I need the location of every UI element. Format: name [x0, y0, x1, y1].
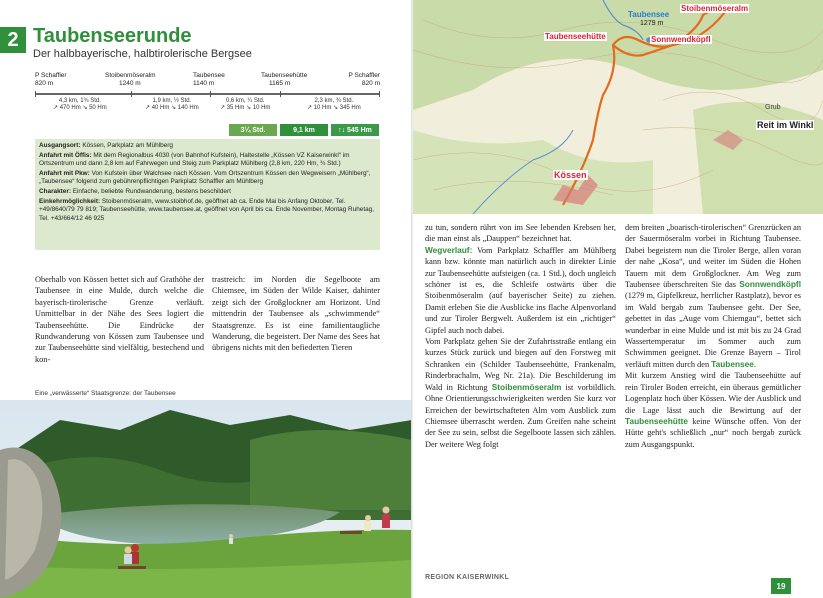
- profile-segment: 0,6 km, ¼ Std. ↗ 35 Hm ↘ 10 Hm: [220, 98, 271, 111]
- text-column-4: dem breiten „boarisch-tirolerischen“ Grenzrücken an der Sauermöseralm vorbei in Richtung Taubensee. Dabei begeistern nun die Tiroler Berge, allen voran der nahe „Kosa“, und weiter im Süden die Hohen Tauern mit dem Großglockner. Am Weg zum Taubensee überschreiten Sie das Sonnwendköpfl (1279 m, Gipfelkreuz, herrlicher Rastplatz), bevor es im Wald bergab zum Taubensee geht. Der See, gebettet in das „Auge vom Chiemgau“, bettet sich wunderbar in eine Mulde und ist mit bis zu 24 Grad Wassertemperatur im Sommer auch zum Schwimmen geeignet. Die Grenze Bayern – Tirol verläuft mitten durch den Taubensee. Mit kurzem Anstieg wird die Taubenseehütte auf rein Tiroler Boden erreicht, ein überaus gemütlicher Logenplatz hoch über Kössen. Wie der Ausblick und die Lage lässt auch die Bewirtung auf der Taubenseehütte keine Wünsche offen. Von der Hütte geht's schließlich „nur“ noch bergab zurück zum Ausgangspunkt.: [625, 223, 801, 449]
- map-label-peak-alt: 1279 m: [640, 20, 664, 27]
- profile-waypoint: Taubensee 1140 m: [193, 72, 225, 87]
- elevation-profile: [35, 72, 380, 114]
- info-box: [35, 139, 380, 250]
- route-number-badge: 2: [0, 27, 26, 53]
- text-column-3: zu tun, sondern rührt von im See lebenden Krebsen her, die man einst als „Dauppen“ bezeichnet hat. Wegverlauf: Vom Parkplatz Schaffler am Mühlberg kann bzw. könnte man natürlich auch in direkter Linie zur Taubenseehütte aufsteigen (ca. 1 Std.), doch ungleich schöner ist es, die Schleife ostwärts über die Stoibenmöseralm (auf bayerischer Seite) zu ziehen. Damit erleben Sie die Ausblicke ins flache Alpenvorland und zur Tiroler Bergwelt. Außerdem ist ein „richtiger“ Gipfel auch noch dabei. Vom Parkplatz gehen Sie der Zufahrtsstraße entlang ein kurzes Stück zurück und biegen auf den Forstweg mit Schranken ein (Schilder Taubenseehütte, Frankenalm, Rinderbrachalm, Weg Nr. 21a). Die Beschilderung im Wald in Richtung Stoibenmöseralm ist vorbildlich. Ohne Orientierungsschwierigkeiten werden Sie kurz vor Erreichen der bewirtschafteten Alm vom Ausblick zum Chiemsee überrascht werden. Zum Greifen nahe scheint der See zu sein, selbst die Segelboote lassen sich zählen. Der weitere Weg folgt: [425, 223, 616, 449]
- text-column-2: trastreich: im Norden die Segelboote am Chiemsee, im Süden der Wilde Kaiser, dahinter zeigt sich der Großglockner am Horizont. Und mittendrin der Taubensee als „schwimmende“ Staatsgrenze. Es ist eine familientaugliche Wanderung, die begeistert. Der Name des Sees hat übrigens nichts mit den befiederten Tieren: [212, 275, 380, 353]
- info-start: Ausgangsort: Kössen, Parkplatz am Mühlberg: [39, 142, 173, 149]
- page-number: 19: [771, 578, 791, 594]
- ascent-badge: ↑↓ 545 Hm: [331, 124, 379, 136]
- lake-photo: [0, 400, 412, 598]
- route-stats: [229, 124, 379, 136]
- profile-waypoint: P Schaffler 820 m: [348, 72, 380, 87]
- profile-waypoint: Taubenseehütte 1165 m: [261, 72, 308, 87]
- profile-tick: [131, 91, 132, 97]
- map-label-koessen: Kössen: [554, 170, 587, 180]
- profile-tick: [35, 91, 36, 97]
- route-map: [413, 0, 823, 214]
- profile-tick: [379, 91, 380, 97]
- profile-segment: 4,3 km, 1¾ Std. ↗ 470 Hm ↘ 50 Hm: [53, 98, 107, 111]
- profile-tick: [210, 91, 211, 97]
- profile-tick: [280, 91, 281, 97]
- route-subtitle: Der halbbayerische, halbtirolerische Bergsee: [33, 48, 252, 60]
- map-label-stoibenmoeseralm: Stoibenmöseralm: [681, 4, 749, 13]
- info-public-transport: Anfahrt mit Öffis: Mit dem Regionalbus 4030 (von Bahnhof Kufstein), Haltestelle „Kössen VZ Kaiserwinkl“ im Ortszentrum und dann 2,8 km auf Fahrwegen und Steig zum Parkplatz Mühlberg (2,8 km, 220 Hm, ¾ Std.): [39, 151, 350, 168]
- info-character: Charakter: Einfache, beliebte Rundwanderung, bestens beschildert: [39, 188, 231, 196]
- route-title: Taubenseerunde: [33, 25, 192, 47]
- footer-region: REGION KAISERWINKL: [425, 574, 510, 581]
- profile-waypoint: Stoibenmöseralm 1240 m: [105, 72, 156, 87]
- duration-badge: 3¼ Std.: [229, 124, 277, 136]
- photo-caption: Eine „verwässerte“ Staatsgrenze: der Taubensee: [35, 390, 176, 397]
- info-car: Anfahrt mit Pkw: Von Kufstein über Walchsee nach Kössen. Vom Ortszentrum Kössen den Wegweisern „Mühlberg“, „Taubensee“ folgend zum gebührenpflichtigen Parkplatz Schaffler am Mühlberg: [39, 170, 371, 186]
- map-label-reit-im-winkl: Reit im Winkl: [757, 120, 814, 130]
- page-gutter: [411, 0, 413, 598]
- info-refreshment: Einkehrmöglichkeit: Stoibenmöseralm, www.stoibhof.de, geöffnet ab ca. Ende Mai bis Anfang Oktober, Tel. +49/8640/79 79 819; Taubenseehütte, www.taubensee.at, geöffnet von April bis ca. Ende November, Montag Ruhetag, Tel. +43/664/12 46 925: [39, 198, 374, 222]
- profile-waypoint: P Schaffler 820 m: [35, 72, 67, 87]
- profile-bar: [35, 93, 380, 95]
- profile-segment: 2,3 km, ¾ Std. ↗ 10 Hm ↘ 345 Hm: [307, 98, 361, 111]
- profile-segment: 1,9 km, ½ Std. ↗ 40 Hm ↘ 140 Hm: [145, 98, 199, 111]
- map-label-sonnwendkoepfl: Sonnwendköpfl: [651, 35, 711, 44]
- text-column-1: Oberhalb von Kössen bettet sich auf Grathöhe der Taubensee in eine Mulde, durch welche die bayerisch-tirolerische Grenze verläuft. Unmittelbar in der Nähe des Sees logiert die Taubenseehütte. Die Eindrücke der Rundwanderung von Kössen zum Taubensee und zur Taubenseehütte sind vielfältig, bestechend und kon-: [35, 275, 204, 364]
- map-label-taubenseehuette: Taubenseehütte: [545, 32, 606, 41]
- map-label-taubensee: Taubensee: [628, 10, 670, 19]
- map-label-grub: Grub: [765, 104, 781, 111]
- distance-badge: 9,1 km: [280, 124, 328, 136]
